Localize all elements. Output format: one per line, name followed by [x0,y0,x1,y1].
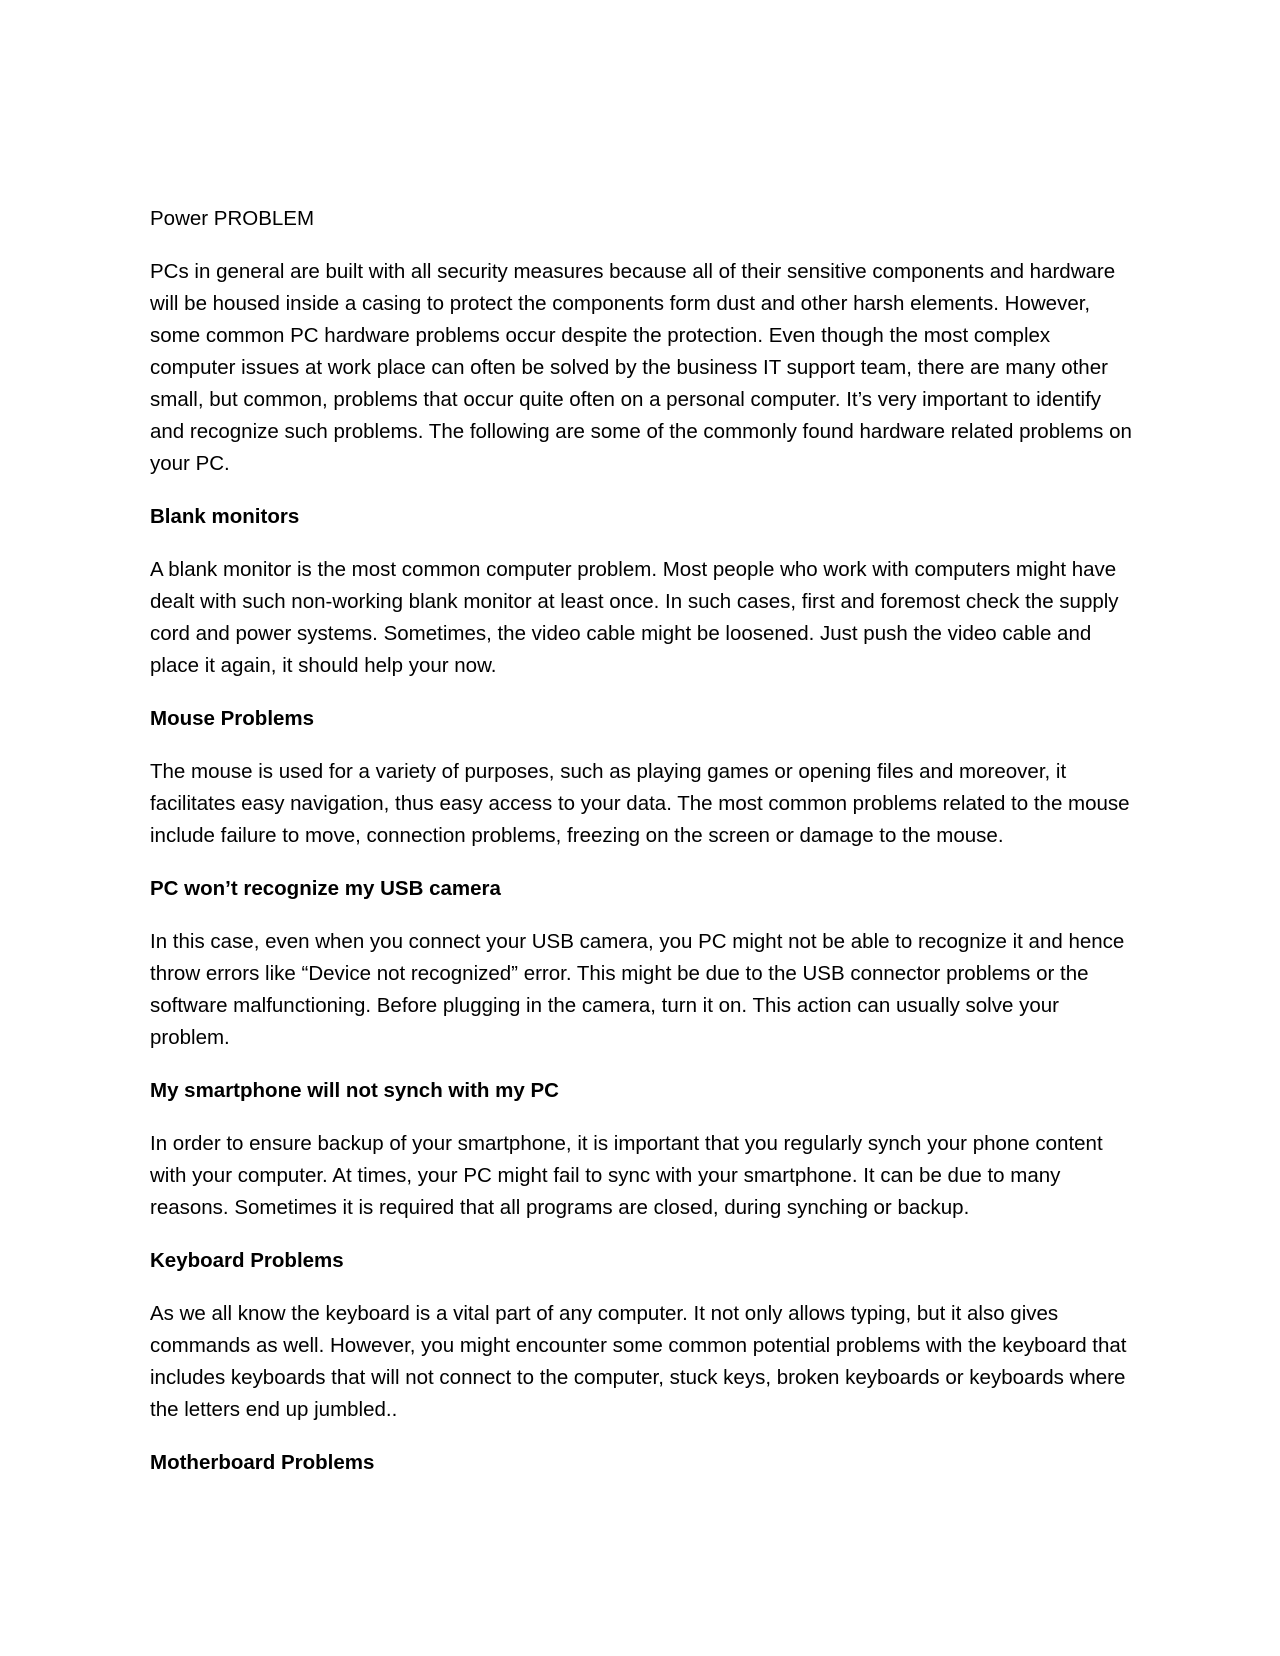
section-heading-motherboard-problems: Motherboard Problems [150,1451,375,1474]
document-title: Power PROBLEM [150,207,315,230]
intro-paragraph: PCs in general are built with all security measures because all of their sensitive components and hardware will be housed inside a casing to protect the components form dust and other harsh elements. However, some common PC hardware problems occur despite the protection. Even though the most complex computer issues at work place can often be solved by the business IT support team, there are many other small, but common, problems that occur quite often on a personal computer. It’s very important to identify and recognize such problems. The following are some of the commonly found hardware related problems on your PC. [150,260,1132,475]
section-body-keyboard-problems: As we all know the keyboard is a vital part of any computer. It not only allows typing, but it also gives commands as well. However, you might encounter some common potential problems with the keyboard that includes keyboards that will not connect to the computer, stuck keys, broken keyboards or keyboards where the letters end up jumbled.. [150,1302,1127,1421]
section-heading-mouse-problems: Mouse Problems [150,707,315,730]
section-body-blank-monitors: A blank monitor is the most common computer problem. Most people who work with computers might have dealt with such non-working blank monitor at least once. In such cases, first and foremost check the supply cord and power systems. Sometimes, the video cable might be loosened. Just push the video cable and place it again, it should help your now. [150,558,1119,677]
section-body-smartphone-synch: In order to ensure backup of your smartphone, it is important that you regularly synch your phone content with your computer. At times, your PC might fail to sync with your smartphone. It can be due to many reasons. Sometimes it is required that all programs are closed, during synching or backup. [150,1132,1103,1219]
section-body-mouse-problems: The mouse is used for a variety of purposes, such as playing games or opening files and moreover, it facilitates easy navigation, thus easy access to your data. The most common problems related to the mouse include failure to move, connection problems, freezing on the screen or damage to the mouse. [150,760,1130,847]
section-heading-smartphone-synch: My smartphone will not synch with my PC [150,1079,559,1102]
section-body-usb-camera: In this case, even when you connect your USB camera, you PC might not be able to recognize it and hence throw errors like “Device not recognized” error. This might be due to the USB connector problems or the software malfunctioning. Before plugging in the camera, turn it on. This action can usually solve your problem. [150,930,1125,1049]
document-content [150,203,1140,1500]
section-heading-usb-camera: PC won’t recognize my USB camera [150,877,501,900]
section-heading-keyboard-problems: Keyboard Problems [150,1249,344,1272]
section-heading-blank-monitors: Blank monitors [150,505,300,528]
